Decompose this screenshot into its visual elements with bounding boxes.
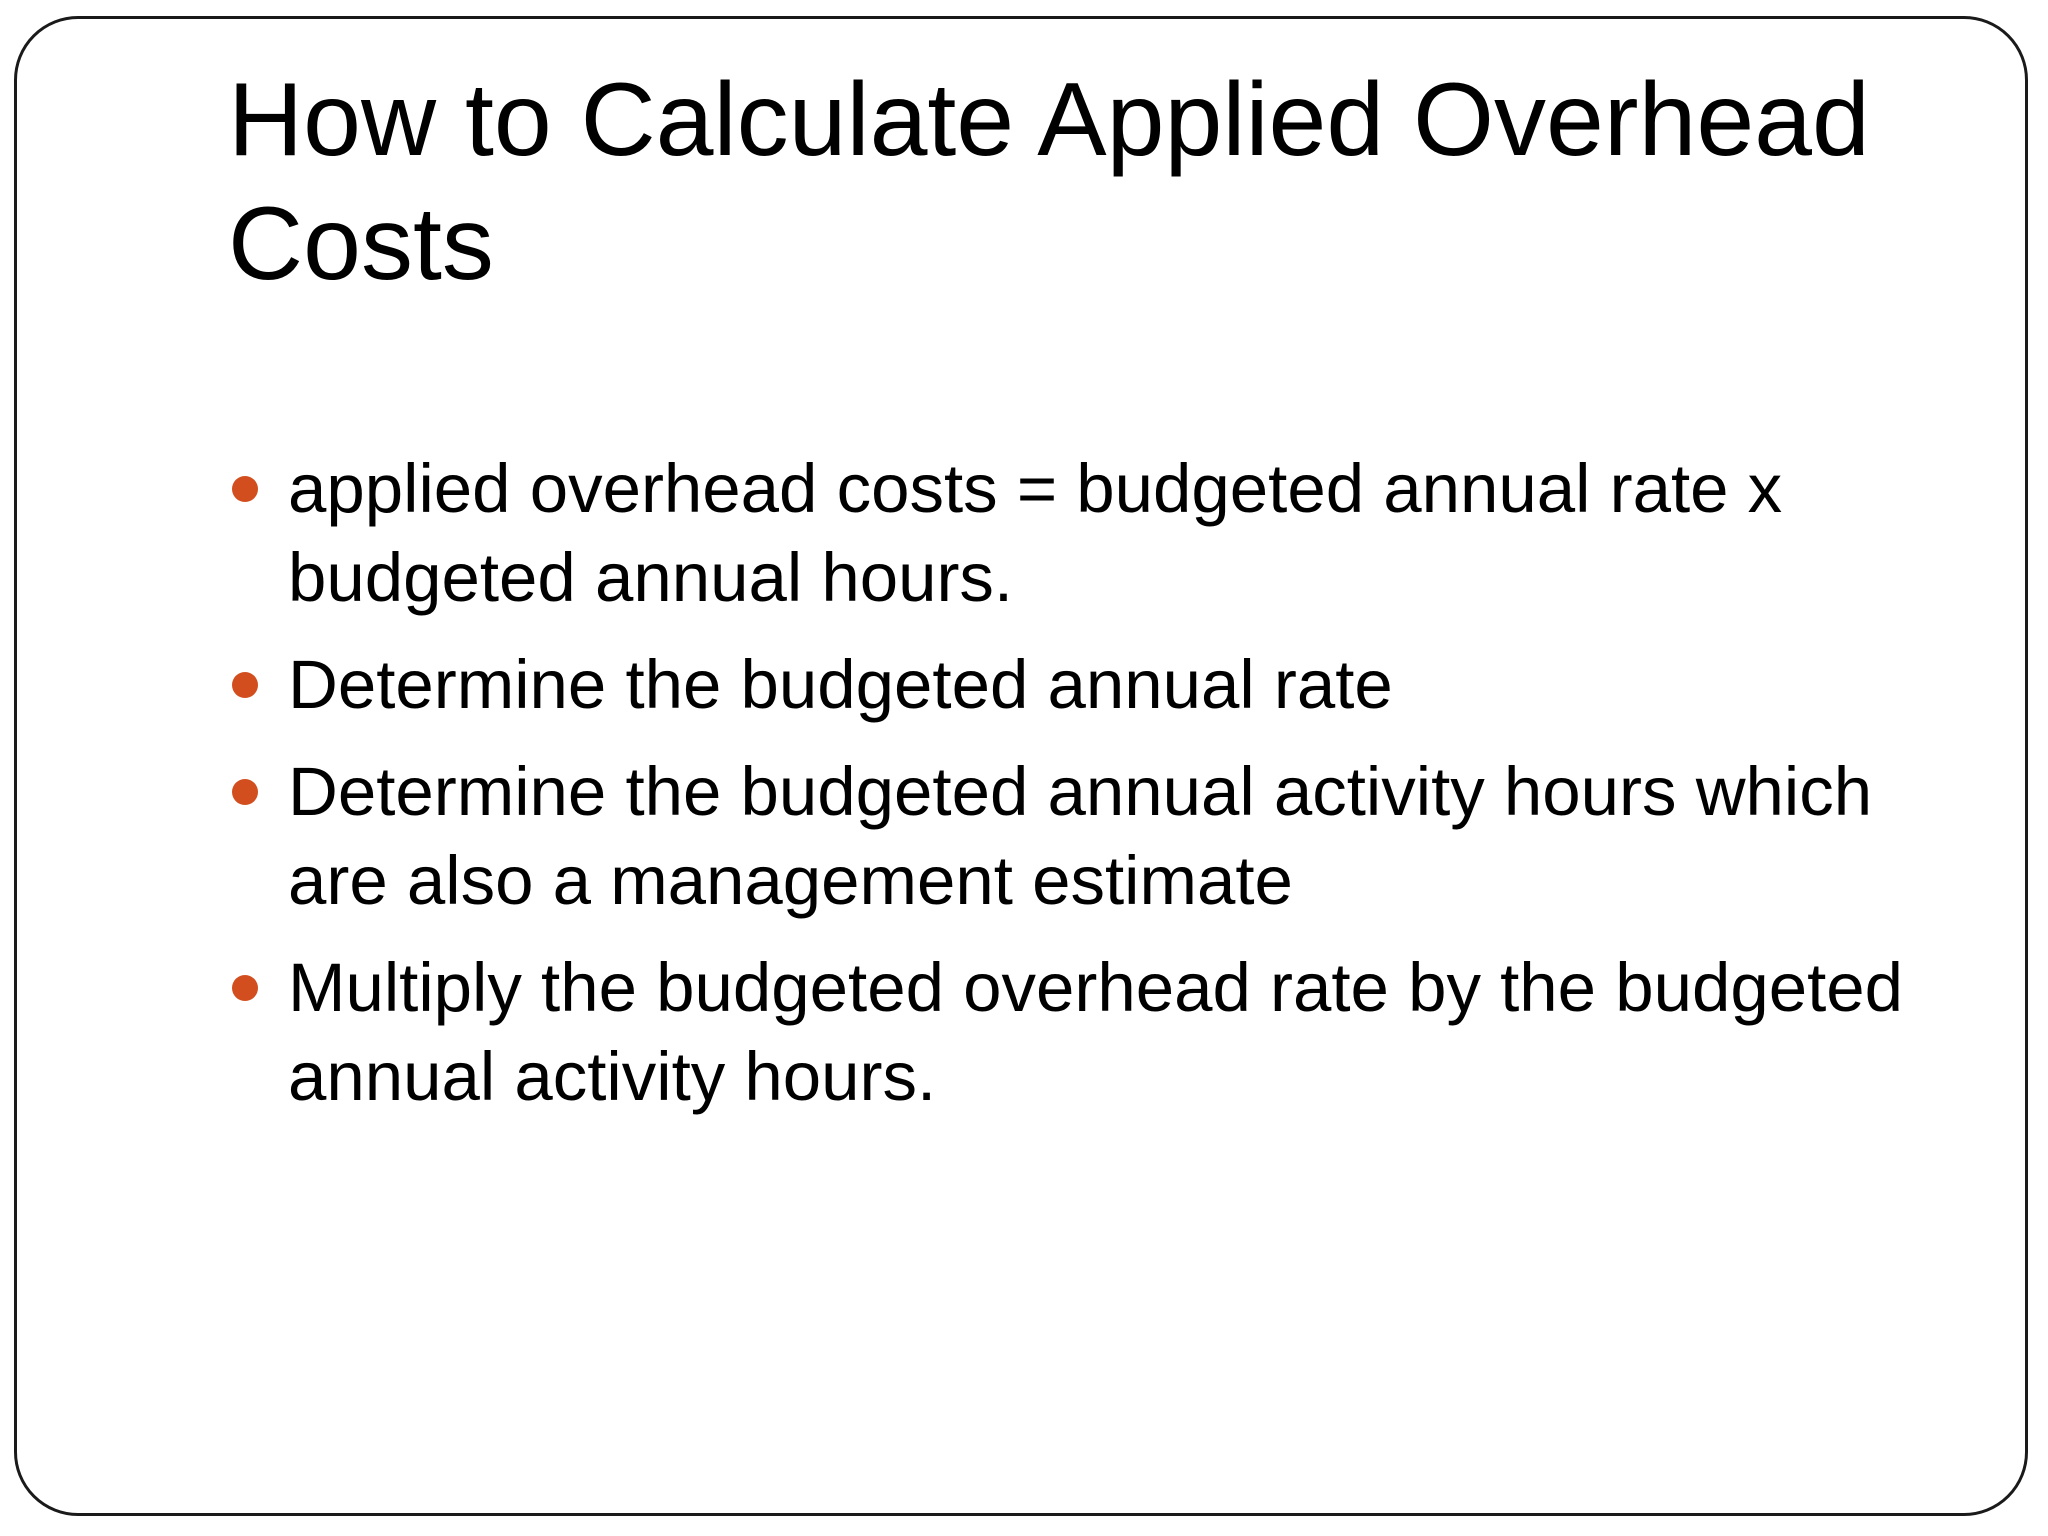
slide-title: How to Calculate Applied Overhead Costs (228, 62, 1870, 302)
bullet-item (228, 747, 1948, 925)
bullet-dot-icon (232, 476, 258, 502)
bullet-text: Multiply the budgeted overhead rate by the budgeted annual activity hours. (288, 949, 1903, 1115)
bullet-dot-icon (232, 975, 258, 1001)
bullet-dot-icon (232, 672, 258, 698)
bullet-text: Determine the budgeted annual rate (288, 646, 1393, 723)
bullet-item (228, 640, 1948, 729)
bullet-list (228, 444, 1948, 1139)
bullet-text: Determine the budgeted annual activity hours which are also a management estimate (288, 753, 1873, 919)
bullet-text: applied overhead costs = budgeted annual rate x budgeted annual hours. (288, 450, 1783, 616)
bullet-item (228, 444, 1948, 622)
bullet-item (228, 943, 1948, 1121)
bullet-dot-icon (232, 779, 258, 805)
